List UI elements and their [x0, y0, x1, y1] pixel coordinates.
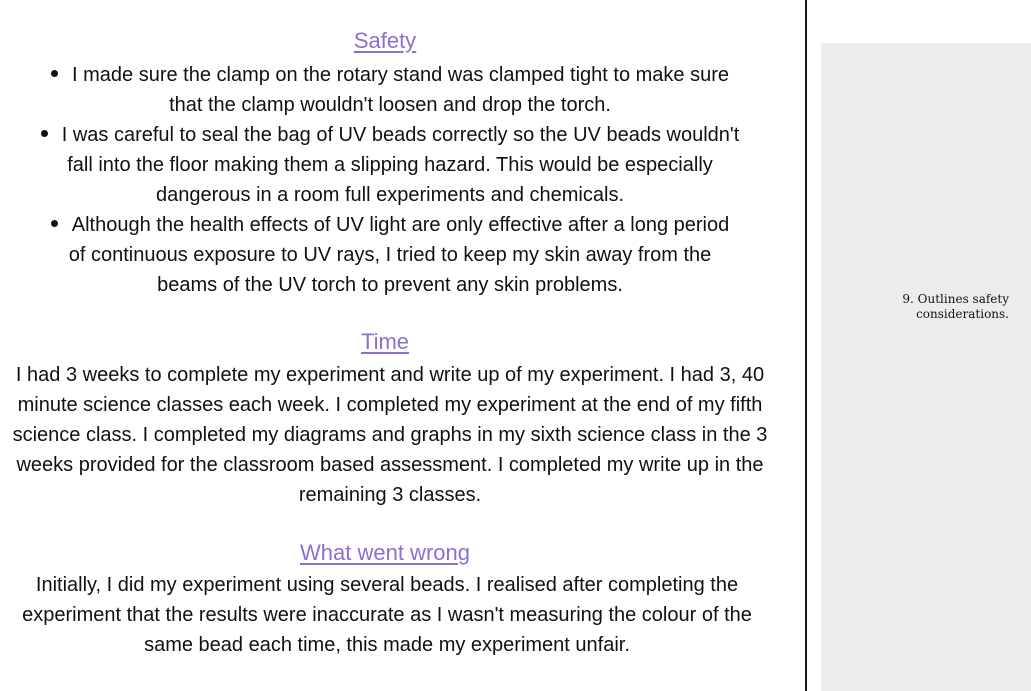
safety-bullet-2-text: I was careful to seal the bag of UV beads correctly so the UV beads wouldn't fall into the floor making them a slipping hazard. This would be especially dangerous in a room full experiments and chemicals.: [61, 124, 740, 206]
time-heading-text: Time: [360, 329, 410, 354]
bullet-dot-icon: [41, 130, 48, 137]
what-went-wrong-heading: [0, 540, 770, 566]
bullet-dot-icon: [51, 70, 58, 77]
page-divider: [805, 0, 807, 691]
safety-bullet-3-text: Although the health effects of UV light are only effective after a long period of continuous exposure to UV rays, I tried to keep my skin away from the beams of the UV torch to prevent any skin problems.: [68, 214, 730, 296]
safety-bullet-1: [30, 60, 750, 120]
what-went-wrong-heading-text: What went wrong: [300, 540, 470, 565]
safety-heading-text: Safety: [353, 28, 417, 53]
comment-margin-panel: [821, 43, 1031, 691]
safety-heading: [0, 28, 770, 54]
safety-bullet-list: [30, 60, 750, 300]
bullet-dot-icon: [51, 220, 58, 227]
safety-bullet-2: [30, 120, 750, 210]
time-heading: [0, 329, 770, 355]
time-paragraph: I had 3 weeks to complete my experiment and write up of my experiment. I had 3, 40 minute science classes each week. I completed my experiment at the end of my fifth science class. I completed my diagrams and graphs in my sixth science class in the 3 weeks provided for the classroom based assessment. I completed my write up in the remaining 3 classes.: [12, 364, 768, 506]
safety-bullet-1-text: I made sure the clamp on the rotary stand was clamped tight to make sure that the clamp wouldn't loosen and drop the torch.: [72, 64, 729, 116]
what-went-wrong-paragraph: Initially, I did my experiment using several beads. I realised after completing the experiment that the results were inaccurate as I wasn't measuring the colour of the same bead each time, this made my experiment unfair.: [22, 574, 752, 656]
margin-comment[interactable]: 9. Outlines safety considerations.: [902, 292, 1009, 321]
safety-bullet-3: [30, 210, 750, 300]
